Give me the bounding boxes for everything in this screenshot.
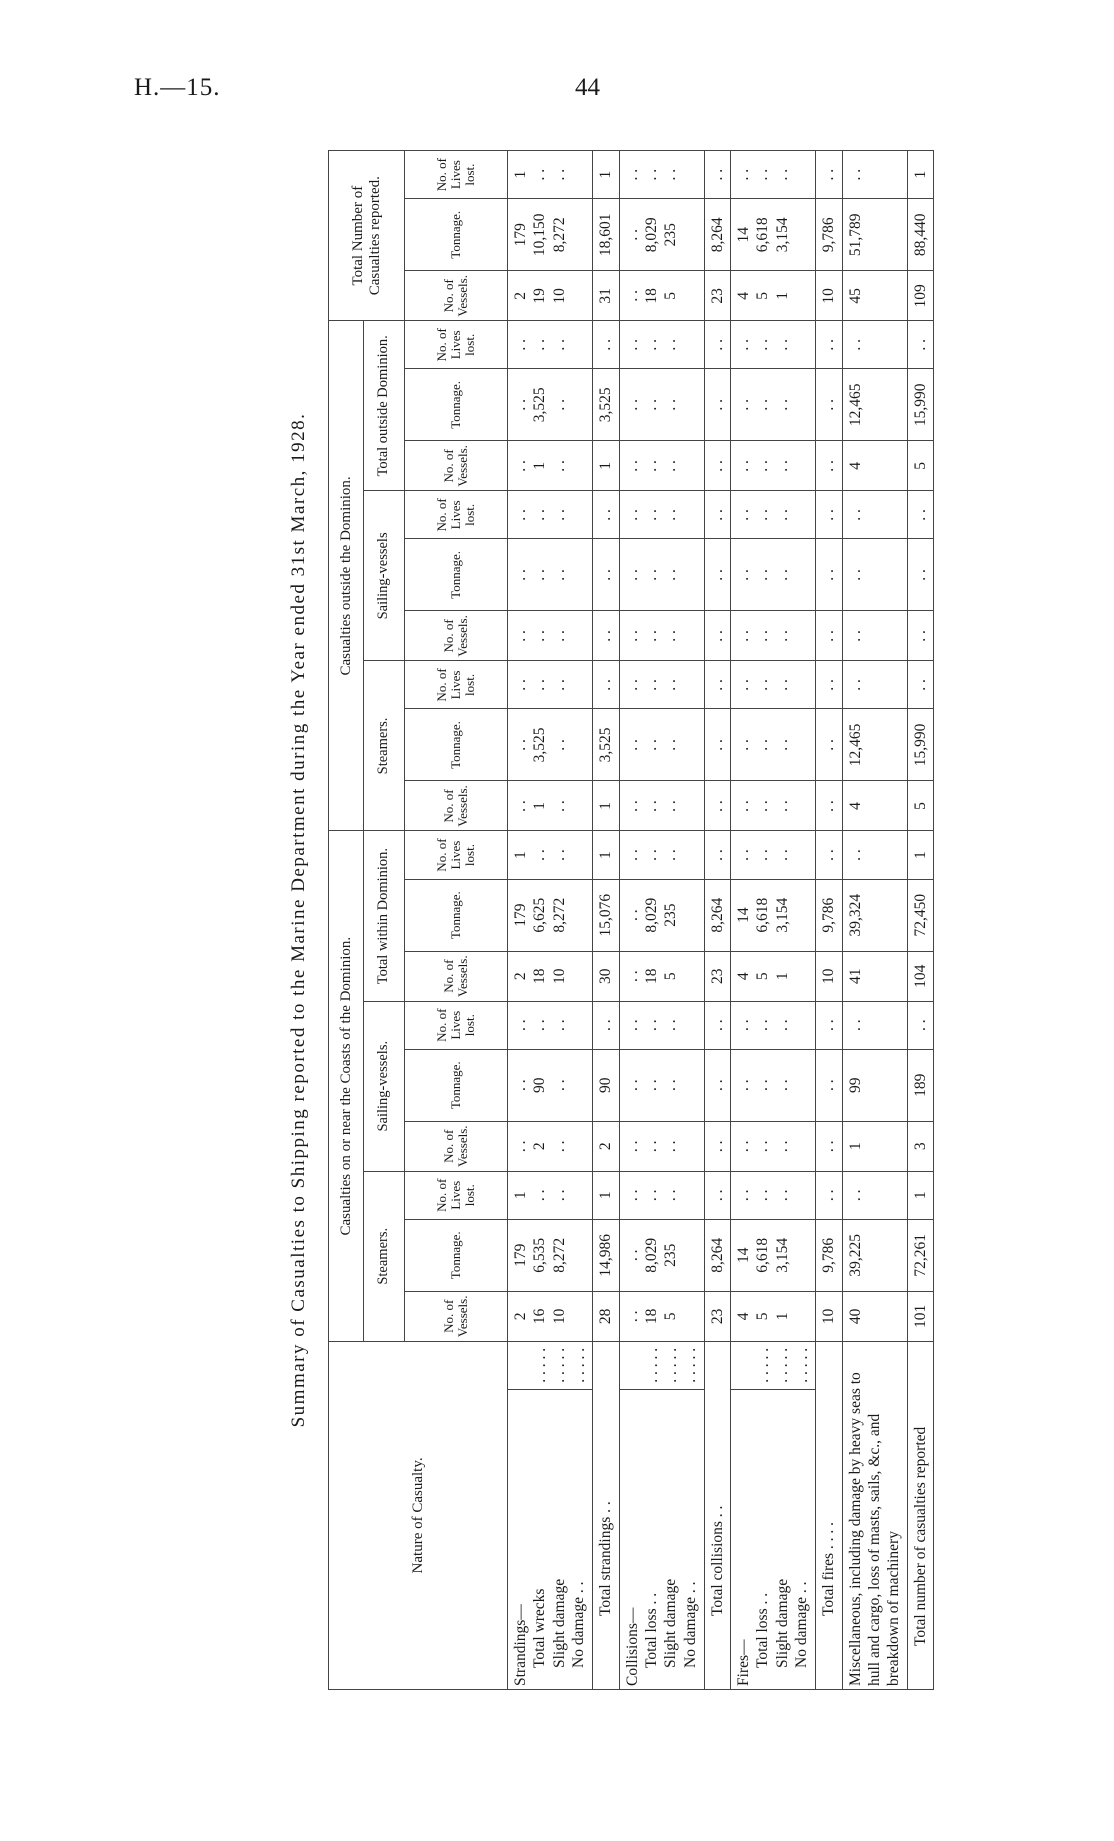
data-cell: 3 <box>907 1121 933 1171</box>
data-cell: 1 <box>907 1171 933 1219</box>
data-cell: 15,990 <box>907 369 933 441</box>
data-cell: . . <box>704 1171 730 1219</box>
data-cell: . . . . . . <box>731 709 816 781</box>
data-cell: . . . . . . <box>508 539 593 611</box>
data-cell: . . <box>704 441 730 491</box>
data-cell: . . . . . . <box>731 1121 816 1171</box>
data-cell: 41 <box>842 951 907 1001</box>
col-lives: No. of Lives lost. <box>405 1171 508 1219</box>
col-vessels: No. of Vessels. <box>405 271 508 321</box>
col-tonnage: Tonnage. <box>405 369 508 441</box>
data-cell: 179 6,625 8,272 <box>508 879 593 951</box>
data-cell: 1 <box>842 1121 907 1171</box>
outside-sailing-header: Sailing-vessels <box>364 491 405 661</box>
data-cell: . . . . . . <box>731 661 816 709</box>
row-label: Total number of casualties reported <box>907 1341 933 1689</box>
data-cell: . . 8,029 235 <box>619 879 704 951</box>
data-cell: . . <box>816 1171 842 1219</box>
miscellaneous-label: Miscellaneous, including damage by heavy seas to hull and cargo, loss of masts, sails, &c., and breakdown of machinery <box>846 1372 903 1686</box>
data-cell: . . <box>704 781 730 831</box>
data-cell: . . . . . . <box>731 441 816 491</box>
data-cell: 90 <box>593 1049 619 1121</box>
data-cell: . . <box>816 321 842 369</box>
data-cell: . . <box>593 491 619 539</box>
rotated-table-block <box>270 140 1114 1700</box>
data-cell: . . <box>907 491 933 539</box>
data-cell: 5 <box>907 441 933 491</box>
data-cell: . . . . . . <box>508 321 593 369</box>
data-cell: . . <box>704 491 730 539</box>
data-cell: 3,525 <box>593 709 619 781</box>
data-cell: . . <box>816 491 842 539</box>
data-cell: 179 6,535 8,272 <box>508 1219 593 1291</box>
data-cell: . . <box>816 1049 842 1121</box>
data-cell: 99 <box>842 1049 907 1121</box>
row-strandings <box>508 151 593 1690</box>
data-cell: . . <box>704 321 730 369</box>
leader-dots: . . . . . . . . . . . . . . . <box>619 1341 704 1389</box>
col-lives: No. of Lives lost. <box>405 151 508 199</box>
col-vessels: No. of Vessels. <box>405 441 508 491</box>
data-cell: 14 6,618 3,154 <box>731 199 816 271</box>
total-within-header: Total within Dominion. <box>364 831 405 1001</box>
data-cell: . . <box>704 661 730 709</box>
data-cell: . . <box>816 369 842 441</box>
data-cell: . . 1 . . <box>508 781 593 831</box>
data-cell: . . . . . . <box>731 321 816 369</box>
data-cell: 10 <box>816 951 842 1001</box>
data-cell: 1 . . . . <box>508 831 593 879</box>
data-cell: . . <box>842 491 907 539</box>
data-cell: 15,076 <box>593 879 619 951</box>
coasts-header: Casualties on or near the Coasts of the Dominion. <box>329 831 364 1341</box>
data-cell: . . 1 . . <box>508 441 593 491</box>
row-fires <box>731 151 816 1690</box>
leader-dots: . . . . . . . . . . . . . . . <box>731 1341 816 1389</box>
col-tonnage: Tonnage. <box>405 709 508 781</box>
data-cell: . . . . . . <box>619 539 704 611</box>
strandings-label: Strandings— <box>512 1604 529 1686</box>
data-cell: . . . . . . <box>731 539 816 611</box>
leader-dots: . . . . . . . . . . . . . . . <box>508 1341 593 1389</box>
data-cell: 101 <box>907 1291 933 1341</box>
data-cell: 1 . . . . <box>508 151 593 199</box>
row-label: Total fires . . . . <box>816 1341 842 1689</box>
data-cell: . . . . . . <box>619 441 704 491</box>
data-cell: 8,264 <box>704 1219 730 1291</box>
row-label: Total collisions . . <box>704 1341 730 1689</box>
row-miscellaneous <box>842 151 907 1690</box>
data-cell: 1 <box>593 151 619 199</box>
data-cell: . . . . . . <box>619 491 704 539</box>
data-cell: . . <box>593 539 619 611</box>
outside-steamers-header: Steamers. <box>364 661 405 831</box>
data-cell: 30 <box>593 951 619 1001</box>
data-cell: . . . . . . <box>731 1171 816 1219</box>
data-cell: 8,264 <box>704 199 730 271</box>
data-cell: . . <box>593 321 619 369</box>
data-cell: . . 18 5 <box>619 271 704 321</box>
data-cell: 1 <box>593 1171 619 1219</box>
data-cell: . . <box>842 831 907 879</box>
data-cell: . . <box>816 661 842 709</box>
col-vessels: No. of Vessels. <box>405 611 508 661</box>
data-cell: . . . . . . <box>731 831 816 879</box>
data-cell: 88,440 <box>907 199 933 271</box>
col-tonnage: Tonnage. <box>405 199 508 271</box>
col-lives: No. of Lives lost. <box>405 1001 508 1049</box>
data-cell: . . . . . . <box>731 1001 816 1049</box>
data-cell: . . <box>816 1001 842 1049</box>
coast-sailing-header: Sailing-vessels. <box>364 1001 405 1171</box>
casualties-summary-table <box>328 150 934 1690</box>
data-cell: . . <box>704 709 730 781</box>
col-vessels: No. of Vessels. <box>405 1291 508 1341</box>
fires-label: Fires— <box>735 1639 752 1686</box>
data-cell: 1 <box>593 831 619 879</box>
data-cell: 23 <box>704 951 730 1001</box>
col-tonnage: Tonnage. <box>405 879 508 951</box>
col-vessels: No. of Vessels. <box>405 781 508 831</box>
row-label <box>508 1389 593 1689</box>
data-cell: 9,786 <box>816 199 842 271</box>
page-identifier: H.—15. <box>134 74 221 101</box>
data-cell: 12,465 <box>842 369 907 441</box>
coast-steamers-header: Steamers. <box>364 1171 405 1341</box>
data-cell: . . . . . . <box>508 491 593 539</box>
data-cell: 28 <box>593 1291 619 1341</box>
page-number: 44 <box>575 74 600 101</box>
data-cell: 3,525 <box>593 369 619 441</box>
data-cell: . . 18 5 <box>619 951 704 1001</box>
data-cell: . . <box>593 611 619 661</box>
data-cell: 39,225 <box>842 1219 907 1291</box>
col-tonnage: Tonnage. <box>405 539 508 611</box>
data-cell: . . <box>907 611 933 661</box>
data-cell: . . 18 5 <box>619 1291 704 1341</box>
data-cell: . . <box>907 1001 933 1049</box>
row-label <box>731 1389 816 1689</box>
row-label <box>619 1389 704 1689</box>
row-collisions <box>619 151 704 1690</box>
data-cell: . . <box>593 661 619 709</box>
row-total-strandings <box>593 151 619 1690</box>
data-cell: 2 <box>593 1121 619 1171</box>
data-cell: 4 5 1 <box>731 271 816 321</box>
data-cell: . . <box>704 151 730 199</box>
data-cell: 10 <box>816 1291 842 1341</box>
data-cell: . . . . . . <box>619 321 704 369</box>
strandings-items: Total wrecks Slight damage No damage . . <box>531 1578 588 1668</box>
data-cell: . . . . . . <box>619 611 704 661</box>
data-cell: 109 <box>907 271 933 321</box>
data-cell: 14 6,618 3,154 <box>731 1219 816 1291</box>
data-cell: 31 <box>593 271 619 321</box>
data-cell: . . 8,029 235 <box>619 1219 704 1291</box>
data-cell: . . <box>704 611 730 661</box>
col-tonnage: Tonnage. <box>405 1049 508 1121</box>
data-cell: . . . . . . <box>619 709 704 781</box>
data-cell: . . <box>842 539 907 611</box>
data-cell: . . <box>704 539 730 611</box>
data-cell: 104 <box>907 951 933 1001</box>
data-cell: . . 3,525 . . <box>508 709 593 781</box>
data-cell: . . . . . . <box>731 781 816 831</box>
data-cell: 179 10,150 8,272 <box>508 199 593 271</box>
data-cell: . . . . . . <box>619 1171 704 1219</box>
data-cell: 23 <box>704 271 730 321</box>
data-cell: . . <box>816 441 842 491</box>
data-cell: . . <box>842 1171 907 1219</box>
data-cell: 2 18 10 <box>508 951 593 1001</box>
data-cell: . . . . . . <box>619 369 704 441</box>
data-cell: 18,601 <box>593 199 619 271</box>
data-cell: 39,324 <box>842 879 907 951</box>
data-cell: 9,786 <box>816 879 842 951</box>
data-cell: . . . . . . <box>619 1049 704 1121</box>
data-cell: 8,264 <box>704 879 730 951</box>
row-label <box>842 1341 907 1689</box>
collisions-items: Total loss . . Slight damage No damage . . <box>642 1578 699 1668</box>
collisions-label: Collisions— <box>623 1607 641 1686</box>
data-cell: . . <box>842 321 907 369</box>
data-cell: 72,450 <box>907 879 933 951</box>
data-cell: 5 <box>907 781 933 831</box>
data-cell: . . 2 . . <box>508 1121 593 1171</box>
data-cell: 2 19 10 <box>508 271 593 321</box>
data-cell: . . . . . . <box>508 661 593 709</box>
data-cell: 1 . . . . <box>508 1171 593 1219</box>
data-cell: 45 <box>842 271 907 321</box>
data-cell: . . . . . . <box>619 1121 704 1171</box>
data-cell: . . <box>907 661 933 709</box>
data-cell: . . <box>842 661 907 709</box>
data-cell: . . <box>704 1001 730 1049</box>
data-cell: . . 3,525 . . <box>508 369 593 441</box>
data-cell: 15,990 <box>907 709 933 781</box>
fires-items: Total loss . . Slight damage No damage . . <box>754 1578 811 1668</box>
data-cell: 23 <box>704 1291 730 1341</box>
col-lives: No. of Lives lost. <box>405 661 508 709</box>
data-cell: . . <box>816 539 842 611</box>
data-cell: . . . . . . <box>508 611 593 661</box>
col-lives: No. of Lives lost. <box>405 321 508 369</box>
data-cell: . . . . . . <box>619 151 704 199</box>
data-cell: . . <box>816 831 842 879</box>
data-cell: 14,986 <box>593 1219 619 1291</box>
row-grand-total <box>907 151 933 1690</box>
data-cell: 4 5 1 <box>731 951 816 1001</box>
data-cell: . . . . . . <box>731 369 816 441</box>
data-cell: . . . . . . <box>619 831 704 879</box>
data-cell: . . . . . . <box>619 1001 704 1049</box>
data-cell: . . <box>816 1121 842 1171</box>
data-cell: . . <box>816 151 842 199</box>
total-reported-header: Total Number of Casualties reported. <box>329 151 405 321</box>
data-cell: 1 <box>907 151 933 199</box>
data-cell: . . <box>816 781 842 831</box>
table-title: Summary of Casualties to Shipping reported to the Marine Department during the Year ended 31st March, 1928. <box>288 412 309 1428</box>
col-lives: No. of Lives lost. <box>405 491 508 539</box>
row-total-fires <box>816 151 842 1690</box>
data-cell: . . <box>907 321 933 369</box>
col-tonnage: Tonnage. <box>405 1219 508 1291</box>
row-label: Total strandings . . <box>593 1341 619 1689</box>
data-cell: 51,789 <box>842 199 907 271</box>
total-outside-header: Total outside Dominion. <box>364 321 405 491</box>
data-cell: 1 <box>593 441 619 491</box>
data-cell: . . <box>816 709 842 781</box>
data-cell: 12,465 <box>842 709 907 781</box>
data-cell: 4 <box>842 441 907 491</box>
data-cell: . . <box>704 1049 730 1121</box>
data-cell: . . . . . . <box>619 661 704 709</box>
data-cell: . . . . . . <box>731 151 816 199</box>
data-cell: 189 <box>907 1049 933 1121</box>
data-cell: . . 8,029 235 <box>619 199 704 271</box>
data-cell: . . <box>593 1001 619 1049</box>
data-cell: . . <box>842 611 907 661</box>
data-cell: 40 <box>842 1291 907 1341</box>
data-cell: 72,261 <box>907 1219 933 1291</box>
col-vessels: No. of Vessels. <box>405 951 508 1001</box>
data-cell: . . . . . . <box>731 1049 816 1121</box>
row-total-collisions <box>704 151 730 1690</box>
outside-header: Casualties outside the Dominion. <box>329 321 364 831</box>
data-cell: 9,786 <box>816 1219 842 1291</box>
data-cell: 14 6,618 3,154 <box>731 879 816 951</box>
data-cell: . . <box>704 1121 730 1171</box>
data-cell: . . <box>842 1001 907 1049</box>
data-cell: . . <box>816 611 842 661</box>
data-cell: 4 <box>842 781 907 831</box>
data-cell: . . . . . . <box>731 611 816 661</box>
data-cell: 1 <box>593 781 619 831</box>
data-cell: 10 <box>816 271 842 321</box>
data-cell: . . 90 . . <box>508 1049 593 1121</box>
data-cell: . . <box>842 151 907 199</box>
data-cell: . . . . . . <box>731 491 816 539</box>
data-cell: 4 5 1 <box>731 1291 816 1341</box>
data-cell: . . <box>907 539 933 611</box>
data-cell: 1 <box>907 831 933 879</box>
nature-header: Nature of Casualty. <box>329 1341 508 1689</box>
data-cell: . . . . . . <box>508 1001 593 1049</box>
col-vessels: No. of Vessels. <box>405 1121 508 1171</box>
data-cell: . . <box>704 831 730 879</box>
data-cell: 2 16 10 <box>508 1291 593 1341</box>
col-lives: No. of Lives lost. <box>405 831 508 879</box>
data-cell: . . . . . . <box>619 781 704 831</box>
data-cell: . . <box>704 369 730 441</box>
